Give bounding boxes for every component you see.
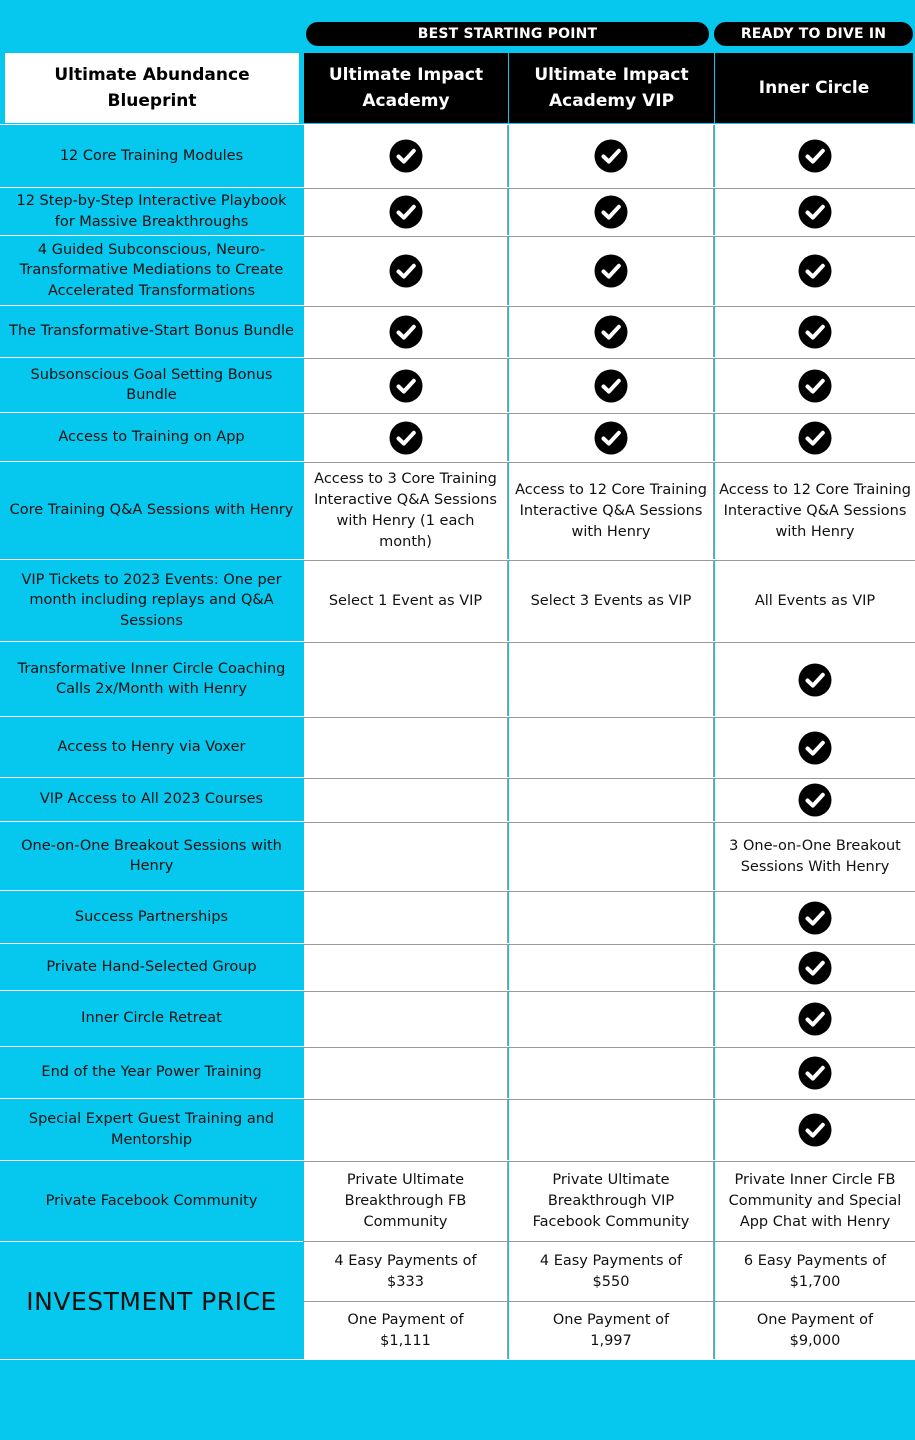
feature-label: Transformative Inner Circle Coaching Calls 2x/Month with Henry — [17, 660, 286, 697]
plan-cell-text: Access to 12 Core Training Interactive Q&A Sessions with Henry — [515, 481, 707, 540]
plan-cell — [304, 236, 508, 305]
price-cell — [509, 1301, 714, 1360]
plan-cell — [715, 991, 915, 1046]
plan-cell — [509, 891, 714, 943]
plan-cell-text: Private Ultimate Breakthrough VIP Facebook Community — [532, 1172, 690, 1230]
plan-cell — [715, 560, 915, 641]
table-row — [0, 124, 915, 187]
plan-cell — [715, 944, 915, 990]
check-circle-icon — [389, 139, 423, 173]
check-circle-icon — [798, 315, 832, 349]
check-circle-icon — [594, 254, 628, 288]
plan-cell — [509, 188, 714, 235]
check-circle-icon — [594, 421, 628, 455]
check-circle-icon — [798, 901, 832, 935]
table-row — [0, 943, 915, 990]
check-circle-icon — [798, 783, 832, 817]
plan-cell — [509, 358, 714, 412]
plan-cell — [509, 1099, 714, 1160]
plan-header-academy-vip-text: Ultimate Impact Academy VIP — [534, 65, 689, 111]
check-circle-icon — [389, 421, 423, 455]
plan-cell — [715, 822, 915, 890]
check-circle-icon — [798, 1113, 832, 1147]
plan-cell — [509, 1161, 714, 1241]
feature-label: Special Expert Guest Training and Mentorship — [28, 1111, 275, 1148]
table-row — [0, 187, 915, 235]
plan-cell-text: Select 1 Event as VIP — [328, 592, 483, 609]
plan-cell — [304, 306, 508, 357]
plan-header-inner-circle — [715, 53, 913, 123]
check-circle-icon — [798, 951, 832, 985]
check-circle-icon — [798, 731, 832, 765]
plan-cell — [715, 717, 915, 777]
feature-label: Access to Training on App — [58, 428, 245, 445]
check-circle-icon — [594, 315, 628, 349]
feature-label: Private Facebook Community — [45, 1192, 258, 1209]
plan-cell — [304, 560, 508, 641]
table-row — [0, 461, 915, 559]
plan-cell — [715, 236, 915, 305]
plan-cell-text: All Events as VIP — [754, 592, 876, 609]
table-row — [0, 777, 915, 821]
plan-cell — [304, 1161, 508, 1241]
table-row — [0, 235, 915, 305]
plan-cell — [509, 560, 714, 641]
check-circle-icon — [389, 369, 423, 403]
plan-cell — [509, 991, 714, 1046]
plan-cell — [304, 944, 508, 990]
check-circle-icon — [594, 195, 628, 229]
best-starting-point-label — [306, 22, 709, 46]
table-header — [0, 53, 915, 123]
plan-cell — [509, 125, 714, 187]
check-circle-icon — [798, 254, 832, 288]
check-circle-icon — [594, 369, 628, 403]
plan-cell — [715, 188, 915, 235]
plan-header-inner-circle-text: Inner Circle — [758, 78, 870, 98]
check-circle-icon — [798, 195, 832, 229]
check-circle-icon — [798, 1056, 832, 1090]
plan-cell — [509, 642, 714, 716]
price-cell — [304, 1241, 508, 1301]
feature-label: The Transformative-Start Bonus Bundle — [9, 323, 294, 340]
plan-cell — [304, 358, 508, 412]
plan-cell — [304, 462, 508, 559]
feature-label: Private Hand-Selected Group — [46, 958, 257, 975]
check-circle-icon — [798, 139, 832, 173]
plan-cell — [509, 1047, 714, 1098]
plan-cell — [304, 822, 508, 890]
price-cell — [509, 1241, 714, 1301]
ready-to-dive-in-text: READY TO DIVE IN — [740, 26, 887, 42]
best-starting-point-text: BEST STARTING POINT — [417, 26, 598, 42]
plan-cell — [304, 642, 508, 716]
price-text: One Payment of $1,111 — [347, 1312, 464, 1349]
plan-cell — [715, 413, 915, 461]
check-circle-icon — [594, 139, 628, 173]
table-row — [0, 1046, 915, 1098]
plan-cell — [715, 358, 915, 412]
plan-cell — [304, 125, 508, 187]
plan-cell — [509, 717, 714, 777]
plan-header-academy — [304, 53, 508, 123]
plan-cell — [304, 1099, 508, 1160]
price-cell — [304, 1301, 508, 1360]
price-text: One Payment of $9,000 — [756, 1312, 874, 1349]
plan-cell — [304, 778, 508, 821]
table-row — [0, 890, 915, 943]
plan-cell — [715, 306, 915, 357]
table-row — [0, 1098, 915, 1160]
table-row — [0, 1160, 915, 1241]
price-text: 4 Easy Payments of $333 — [334, 1252, 477, 1290]
plan-cell — [509, 413, 714, 461]
feature-label: Core Training Q&A Sessions with Henry — [9, 502, 294, 519]
feature-label: Success Partnerships — [74, 908, 229, 925]
feature-label: VIP Tickets to 2023 Events: One per month including replays and Q&A Sessions — [21, 571, 282, 629]
plan-cell-text: Private Inner Circle FB Community and Special App Chat with Henry — [728, 1172, 902, 1230]
plan-cell — [715, 891, 915, 943]
plan-cell-text: Access to 3 Core Training Interactive Q&A Sessions with Henry (1 each month) — [314, 471, 497, 550]
plan-cell — [304, 891, 508, 943]
table-row — [0, 641, 915, 716]
table-row — [0, 821, 915, 890]
price-text: One Payment of 1,997 — [552, 1312, 670, 1349]
check-circle-icon — [798, 663, 832, 697]
plan-cell — [715, 1099, 915, 1160]
plan-cell-text: Select 3 Events as VIP — [530, 592, 692, 609]
plan-cell — [715, 125, 915, 187]
price-text: 4 Easy Payments of $550 — [539, 1252, 683, 1290]
plan-cell — [304, 1047, 508, 1098]
plan-cell-text: Private Ultimate Breakthrough FB Community — [344, 1172, 467, 1230]
investment-price-label: INVESTMENT PRICE — [0, 1241, 303, 1361]
feature-label: End of the Year Power Training — [41, 1064, 262, 1081]
ready-to-dive-in-label — [714, 22, 913, 46]
price-cell — [715, 1241, 915, 1301]
price-row — [304, 1301, 915, 1360]
price-row — [304, 1241, 915, 1301]
check-circle-icon — [389, 254, 423, 288]
table-row — [0, 412, 915, 461]
feature-column-header-text: Ultimate Abundance Blueprint — [54, 65, 250, 111]
plan-cell — [715, 1047, 915, 1098]
price-text: 6 Easy Payments of $1,700 — [743, 1252, 887, 1290]
feature-label: 12 Step-by-Step Interactive Playbook for Massive Breakthroughs — [16, 193, 287, 230]
feature-label: 12 Core Training Modules — [59, 147, 244, 164]
plan-header-academy-vip — [509, 53, 714, 123]
table-bottom-divider — [0, 1359, 915, 1360]
plan-cell — [304, 413, 508, 461]
table-row — [0, 357, 915, 412]
plan-cell — [509, 236, 714, 305]
check-circle-icon — [389, 315, 423, 349]
plan-cell — [715, 462, 915, 559]
check-circle-icon — [798, 421, 832, 455]
plan-cell — [509, 822, 714, 890]
plan-cell — [509, 944, 714, 990]
table-row — [0, 305, 915, 357]
check-circle-icon — [798, 1002, 832, 1036]
feature-column-header — [5, 53, 299, 123]
plan-cell-text: Access to 12 Core Training Interactive Q&A Sessions with Henry — [719, 481, 911, 540]
check-circle-icon — [389, 195, 423, 229]
feature-label: Inner Circle Retreat — [81, 1010, 222, 1027]
plan-cell — [715, 778, 915, 821]
feature-label: 4 Guided Subconscious, Neuro-Transformative Mediations to Create Accelerated Transformations — [19, 241, 284, 299]
plan-header-academy-text: Ultimate Impact Academy — [328, 65, 484, 111]
table-row — [0, 716, 915, 777]
plan-cell — [304, 991, 508, 1046]
table-row — [0, 559, 915, 641]
plan-cell — [509, 462, 714, 559]
feature-label: VIP Access to All 2023 Courses — [39, 791, 264, 808]
plan-cell — [715, 642, 915, 716]
feature-label: One-on-One Breakout Sessions with Henry — [21, 837, 282, 874]
plan-cell-text: 3 One-on-One Breakout Sessions With Henry — [729, 837, 901, 875]
plan-cell — [509, 306, 714, 357]
check-circle-icon — [798, 369, 832, 403]
price-cell — [715, 1301, 915, 1360]
plan-cell — [304, 717, 508, 777]
table-row — [0, 990, 915, 1046]
plan-cell — [304, 188, 508, 235]
feature-label: Access to Henry via Voxer — [57, 738, 246, 755]
plan-cell — [715, 1161, 915, 1241]
feature-label: Subsonscious Goal Setting Bonus Bundle — [30, 366, 273, 403]
plan-cell — [509, 778, 714, 821]
